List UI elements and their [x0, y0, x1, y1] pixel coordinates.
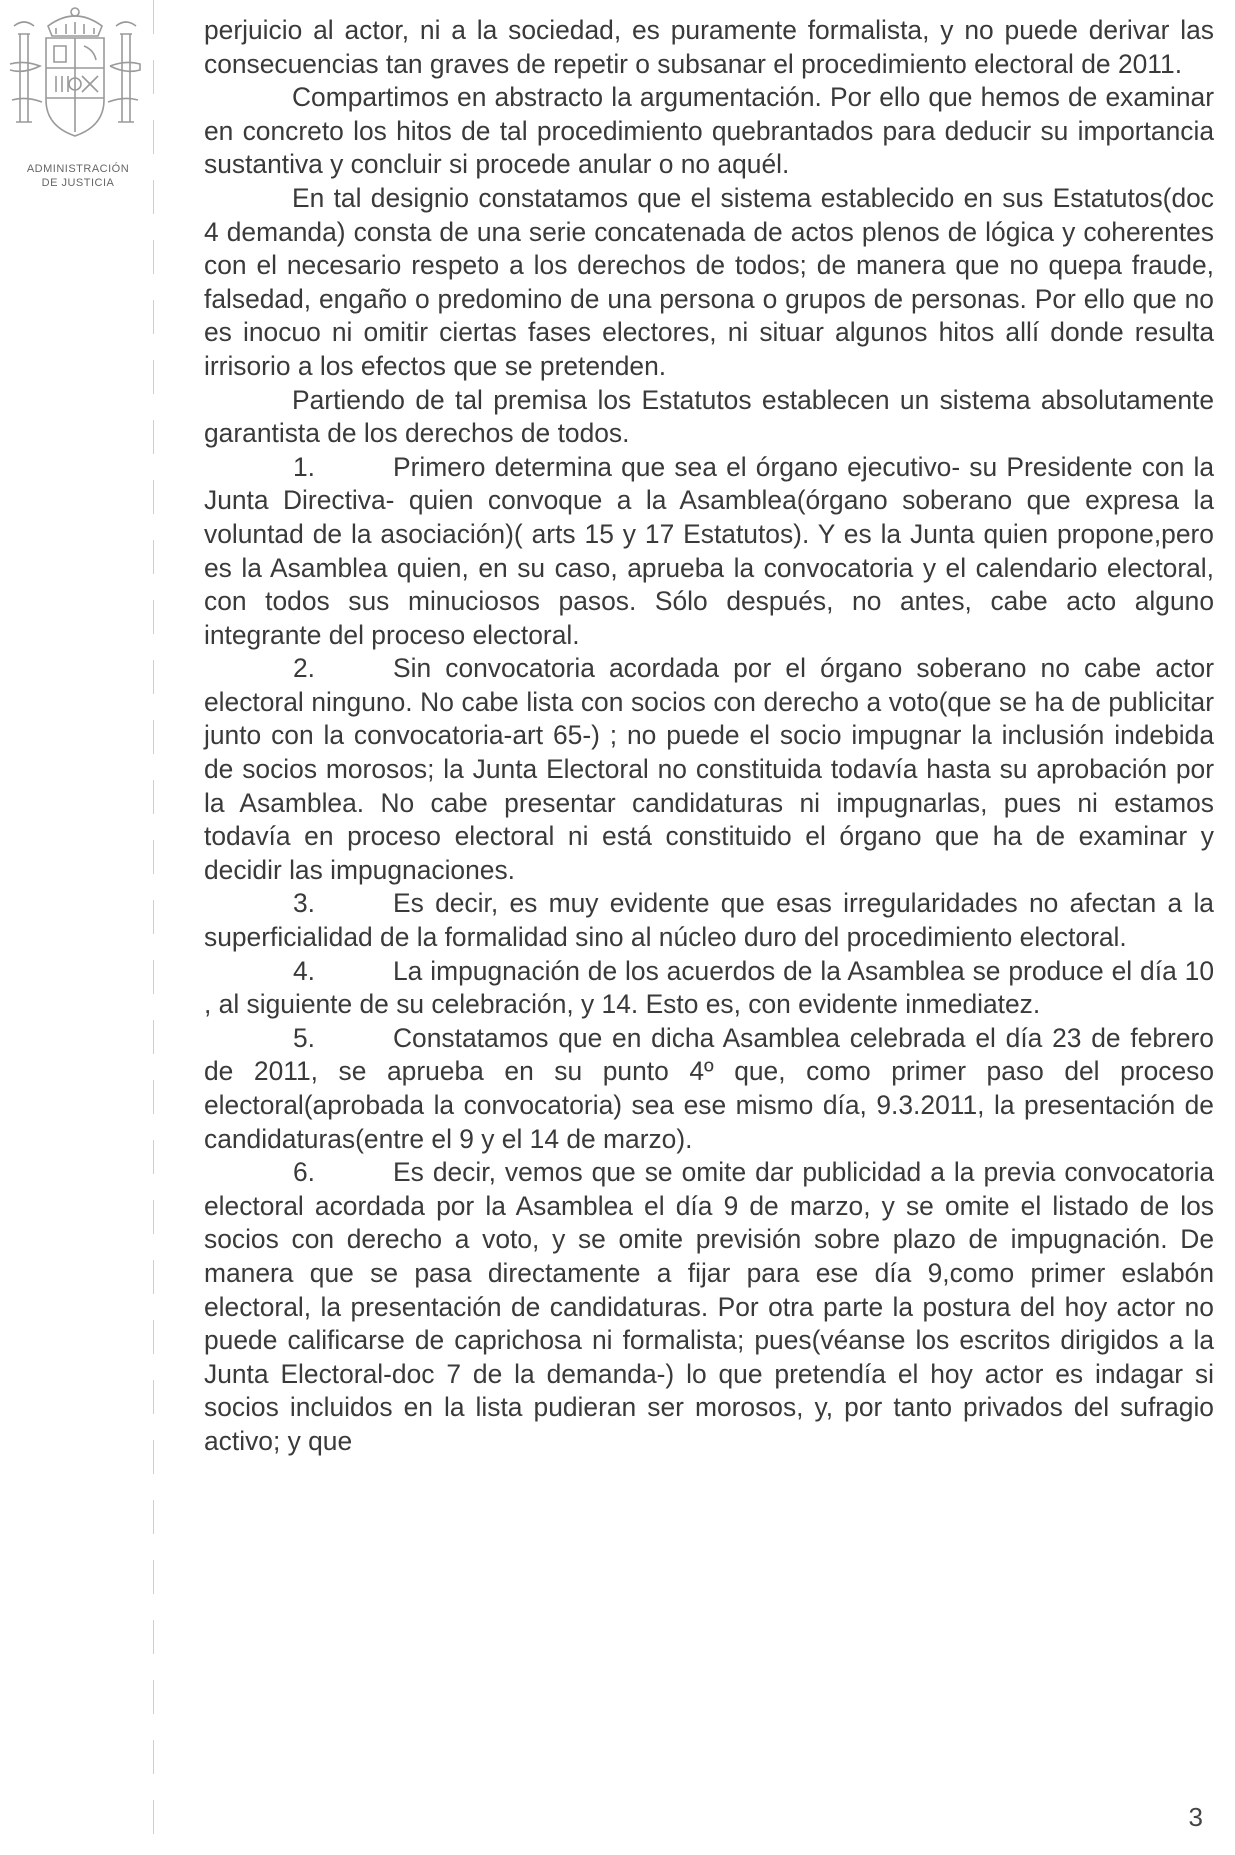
list-item	[204, 887, 1214, 954]
list-item	[204, 1022, 1214, 1156]
list-item	[204, 451, 1214, 653]
list-item-number: 2.	[292, 653, 315, 684]
list-item-text: Es decir, es muy evidente que esas irregularidades no afectan a la superficialidad de la formalidad sino al núcleo duro del procedimiento electoral.	[204, 888, 1214, 953]
list-item-text: Sin convocatoria acordada por el órgano soberano no cabe actor electoral ninguno. No cabe lista con socios con derecho a voto(que se ha de publicitar junto con la convocatoria-art 65-) ; no puede el socio impugnar la inclusión indebida de socios morosos; la Junta Electoral no constituida todavía hasta su aprobación por la Asamblea. No cabe presentar candidaturas ni impugnarlas, pues ni estamos todavía en proceso electoral ni está constituido el órgano que ha de examinar y decidir las impugnaciones.	[204, 653, 1214, 885]
list-item-text: La impugnación de los acuerdos de la Asamblea se produce el día 10 , al siguiente de su celebración, y 14. Esto es, con evidente inmediatez.	[204, 955, 1214, 1020]
list-item-number: 1.	[292, 451, 315, 482]
administracion-de-justicia-label	[0, 162, 156, 190]
list-item-number: 6.	[292, 1157, 315, 1188]
list-item-number: 4.	[292, 955, 315, 986]
margin-line	[153, 0, 154, 1855]
page-number: 3	[1188, 1802, 1203, 1832]
list-item	[204, 652, 1214, 887]
list-item-text: Primero determina que sea el órgano ejecutivo- su Presidente con la Junta Directiva- quien convoque a la Asamblea(órgano soberano que expresa la voluntad de la asociación)( arts 15 y 17 Estatutos). Y es la Junta quien propone,pero es la Asamblea quien, en su caso, aprueba la convocatoria y el calendario electoral, con todos sus minuciosos pasos. Sólo después, no antes, cabe acto alguno integrante del proceso electoral.	[204, 451, 1214, 650]
list-item-number: 5.	[292, 1022, 315, 1053]
list-item	[204, 955, 1214, 1022]
document-body	[204, 14, 1214, 1459]
paragraph: Partiendo de tal premisa los Estatutos establecen un sistema absolutamente garantista de los derechos de todos.	[204, 384, 1214, 449]
coat-of-arms-icon	[4, 4, 146, 146]
paragraph: En tal designio constatamos que el sistema establecido en sus Estatutos(doc 4 demanda) consta de una serie concatenada de actos plenos de lógica y coherentes con el necesario respeto a los derechos de todos; de manera que no quepa fraude, falsedad, engaño o predomino de una persona o grupos de personas. Por ello que no es inocuo ni omitir ciertas fases electores, ni situar algunos hitos allí donde resulta irrisorio a los efectos que se pretenden.	[204, 182, 1214, 381]
list-item-text: Es decir, vemos que se omite dar publicidad a la previa convocatoria electoral acordada por la Asamblea el día 9 de marzo, y se omite el listado de los socios con derecho a voto, y se omite previsión sobre plazo de impugnación. De manera que se pasa directamente a fijar para ese día 9,como primer eslabón electoral, la presentación de candidaturas. Por otra parte la postura del hoy actor no puede calificarse de caprichosa ni formalista; pues(véanse los escritos dirigidos a la Junta Electoral-doc 7 de la demanda-) lo que pretendía el hoy actor es indagar si socios incluidos en la lista pudieran ser morosos, y, por tanto privados del sufragio activo; y que	[204, 1157, 1214, 1456]
admin-label-line2: DE JUSTICIA	[41, 177, 115, 189]
list-item-text: Constatamos que en dicha Asamblea celebrada el día 23 de febrero de 2011, se aprueba en su punto 4º que, como primer paso del proceso electoral(aprobada la convocatoria) sea ese mismo día, 9.3.2011, la presentación de candidaturas(entre el 9 y el 14 de marzo).	[204, 1022, 1214, 1154]
list-item	[204, 1156, 1214, 1458]
admin-label-line1: ADMINISTRACIÓN	[26, 163, 130, 175]
paragraph: Compartimos en abstracto la argumentación. Por ello que hemos de examinar en concreto los hitos de tal procedimiento quebrantados para deducir su importancia sustantiva y concluir si procede anular o no aquél.	[204, 82, 1214, 180]
list-item-number: 3.	[292, 888, 315, 919]
numbered-list	[204, 451, 1214, 1459]
paragraph: perjuicio al actor, ni a la sociedad, es puramente formalista, y no puede derivar las consecuencias tan graves de repetir o subsanar el procedimiento electoral de 2011.	[204, 15, 1214, 79]
